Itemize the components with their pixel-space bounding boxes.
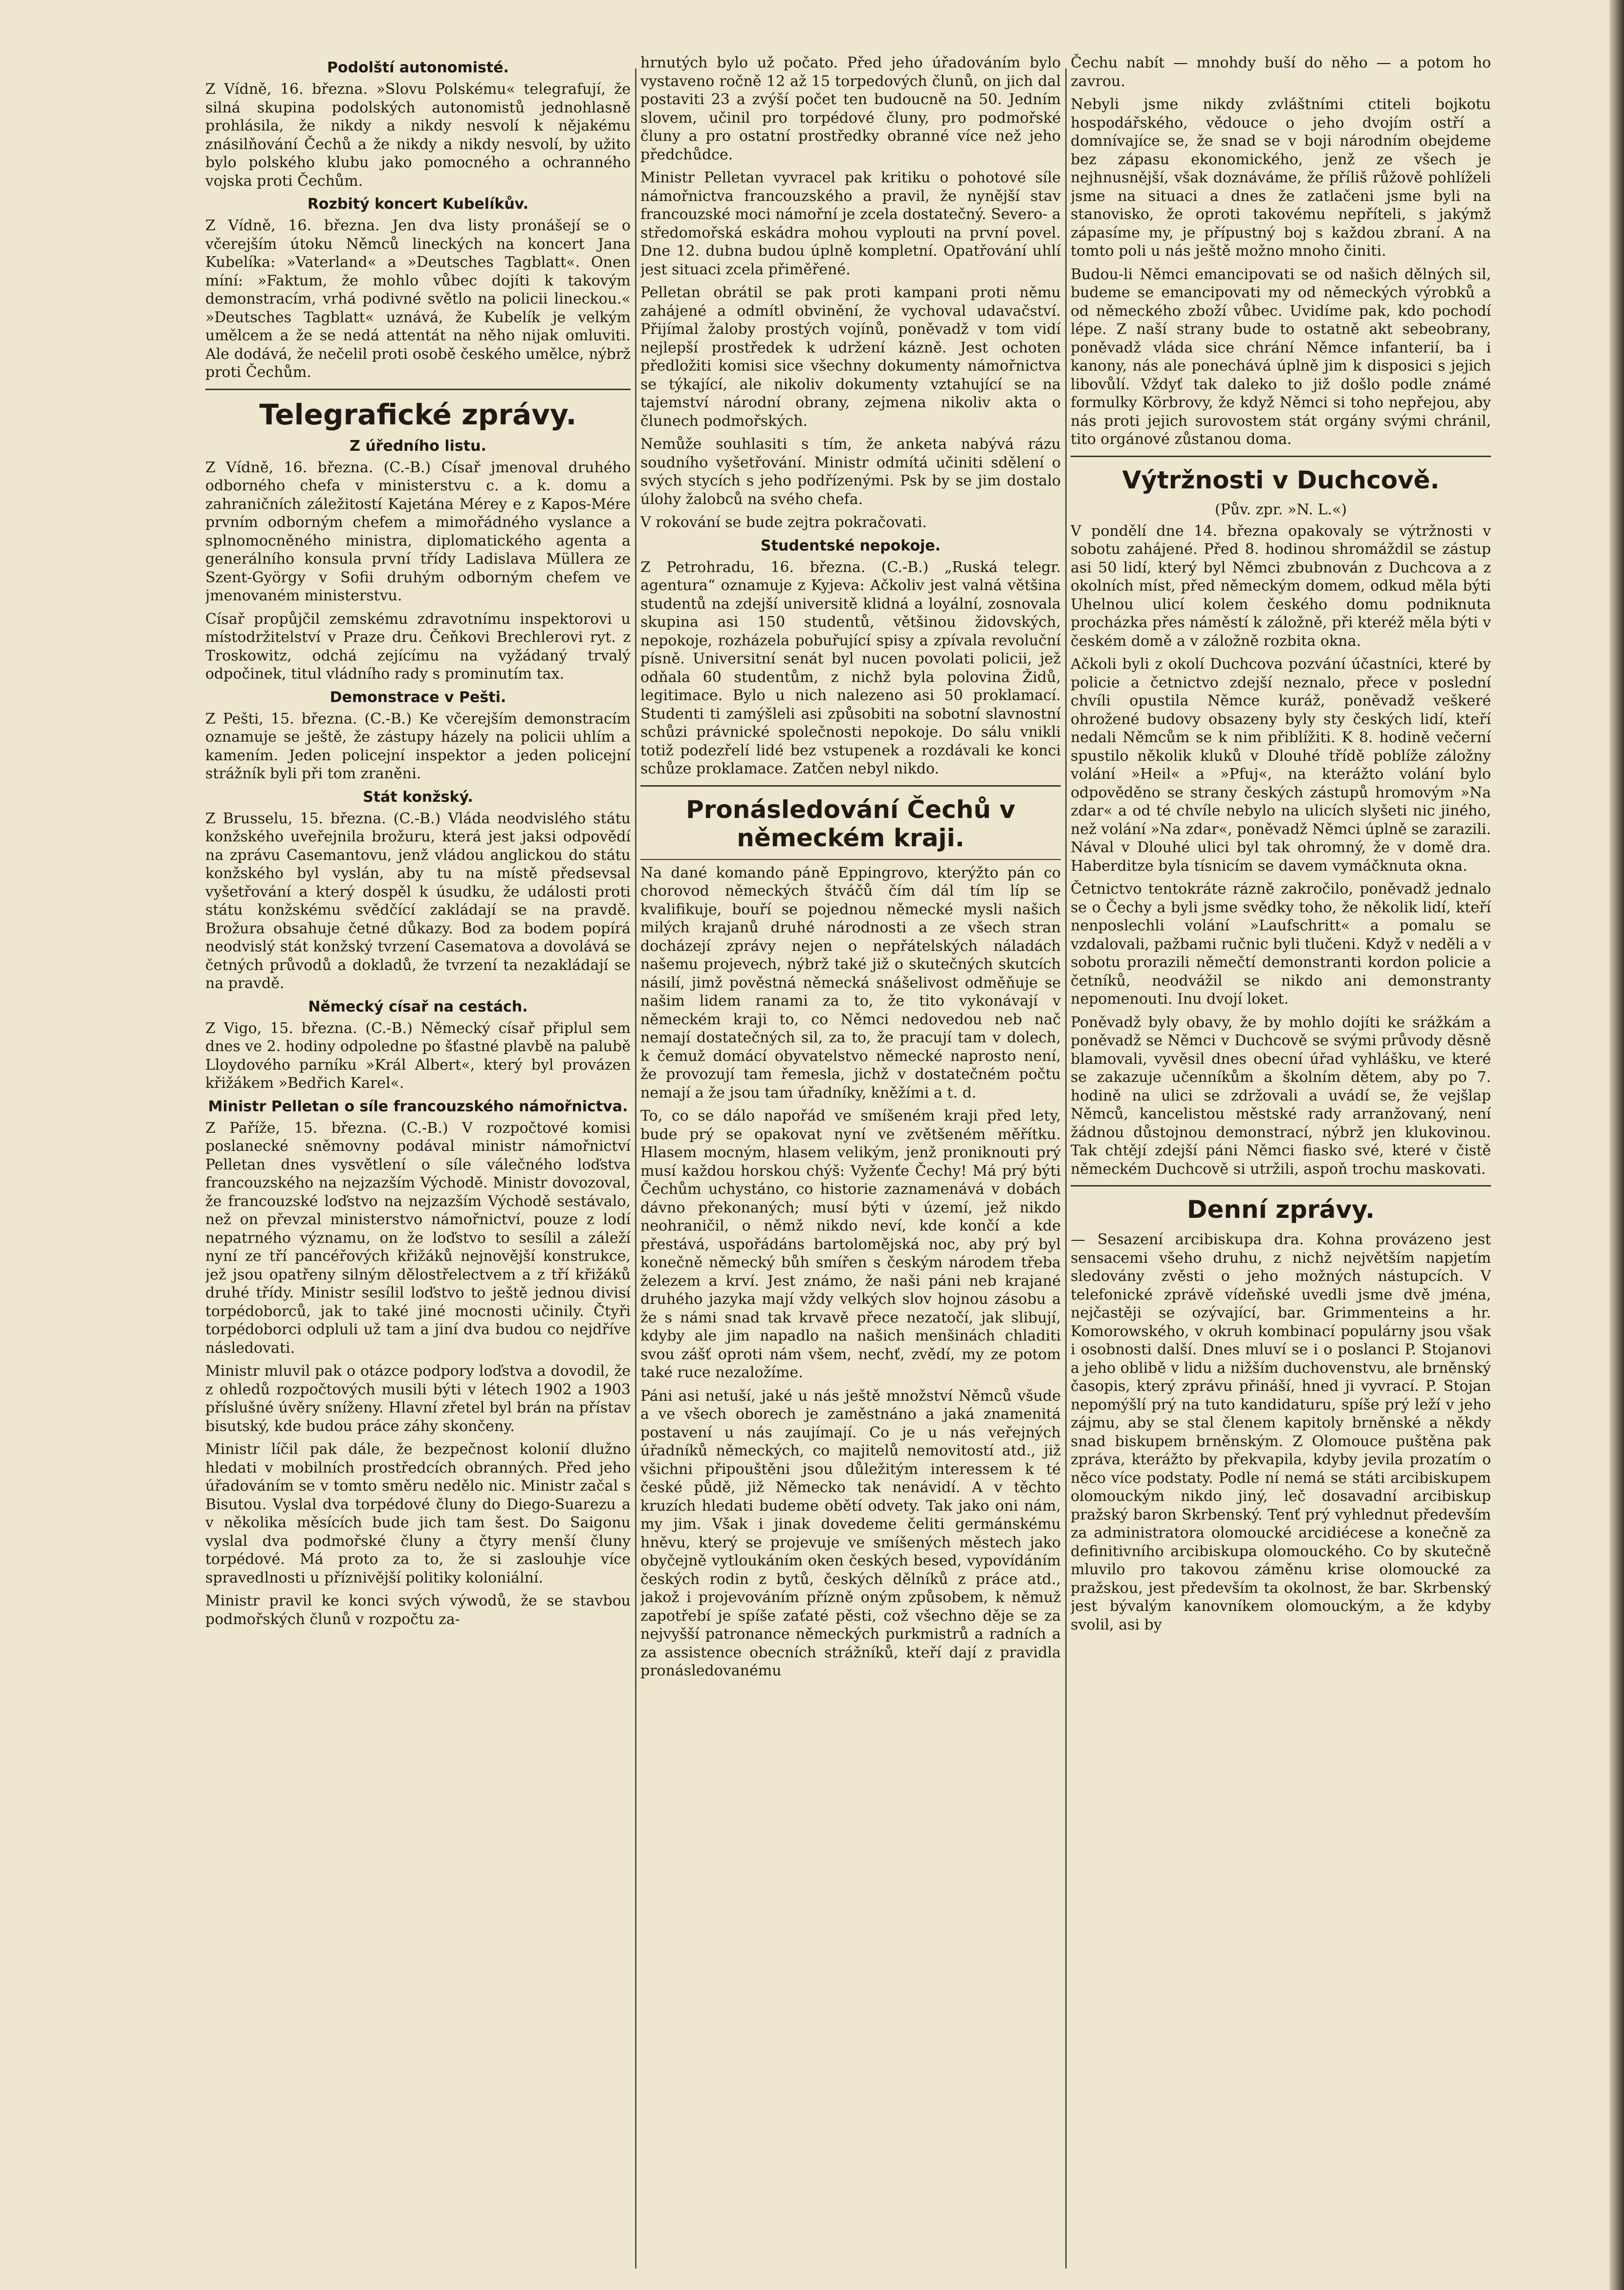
article-cisar: Z Vigo, 15. března. (C.-B.) Německý císař připlul sem dnes ve 2. hodiny odpoledne po šťastné plavbě na palubě Lloydového parníku »Král Albert«, který byl provázen křižákem »Bedřich Karel«. xyxy=(205,1019,631,1092)
article-denni: — Sesazení arcibiskupa dra. Kohna provázeno jest sensacemi všeho druhu, z nichž největším napjetím sledovány zvěsti o jeho možných nástupcích. V telefonické zprávě vídeňské uvedli jsme dvě jména, nejčastěji se ozývající, bar. Grimmenteins a hr. Komorowského, v okruh kombinací populárny jsou však i osobnosti další. Dnes mluví se i o poslanci P. Stojanovi a jeho oblibě v lidu a nižším duchovenstvu, ale brněnský časopis, který zprávu přináší, hned ji vyvrací. P. Stojan nepomýšlí prý na tuto kandidaturu, spíše prý leží v jeho zájmu, aby se stal členem kapitoly brněnské a někdy snad biskupem brněnským. Z Olomouce puštěna pak zpráva, kterážto by překvapila, kdyby jevila prozatím o něco více podstaty. Podle ní nemá se státi arcibiskupem olomouckým nikdo jiný, leč dosavadní arcibiskup pražský baron Skrbenský. Tenť prý vyhlednut především za administratora olomoucké arcidiécese a konečně za definitivního arcibiskupa olomouckého. Co by skutečně mluvilo pro takovou záměnu krise olomoucké za pražskou, jest především ta okolnost, že bar. Skrbenský jest bývalým kanovníkem olomouckým, a že kdyby svolil, asi by xyxy=(1071,1231,1491,1633)
article-vytrznosti-4: Poněvadž byly obavy, že by mohlo dojíti ke srážkám a poněvadž se Němci v Duchcově se svými průvody děsně blamovali, vyvěsil dnes obecní úřad vyhlášku, ve které se zakazuje učenníkům a školním dětem, aby po 7. hodině na ulici se zdržovali a uvádí se, že vejšlap Němců, kancelistou městské rady arranžovaný, není žádnou důstojnou demonstrací, nýbrž jen klukovinou. Tak chtějí zdejší páni Němci fiasko své, které v čistě německém Duchcově si utržili, aspoň trochu maskovati. xyxy=(1071,1013,1491,1178)
column-rule-2 xyxy=(1065,68,1067,2268)
section-title-denni: Denní zprávy. xyxy=(1186,1195,1375,1224)
article-vytrznosti-2: Ačkoli byli z okolí Duchcova pozvání účastníci, které by policie a četnictvo zdejší neznalo, přece v poslední chvíli opustila Němce kuráž, poněvadž veškeré ohrožené budovy obsazeny byly sty českých lidí, kteří nedali Němcům se k nim přiblížiti. K 8. hodině večerní spustilo několik kluků v Dlouhé třídě poblíže záložny volání »Heil« a »Pfuj«, na kterážto volání bylo odpověděno se strany českých zástupů hromovým »Na zdar« a od té chvíle nebylo na ulicích slyšeti nic jiného, než volání »Na zdar«, poněvadž Němci úplně se zarazili. Nával v Dlouhé ulici byl tak ohromný, že v domě dra. Haberditze byla tísnicím se davem vymáčknuta okna. xyxy=(1071,656,1491,875)
article-konzsky: Z Brusselu, 15. března. (C.-B.) Vláda neodvislého státu konžského uveřejnila brožuru, která jest jaksi odpovědí na zprávu Casemantovu, jenž vládou anglickou do státu konžského byl vyslán, aby tu na místě předsevsal vyšetřování a který dospěl k úsudku, že události proti státu konžskému svědčící zakládají se na pravdě. Brožura obsahuje četné důkazy. Bod za bodem popírá neodvislý stát konžský tvrzení Casematova a dovolává se četných průvodů a dokladů, že tvrzení ta nezakládají se na pravdě. xyxy=(205,810,631,992)
section-rule xyxy=(205,389,631,390)
article-pronasledovani-2: To, co se dálo napořád ve smíšeném kraji před lety, bude prý se opakovat nyní ve zvětšeném měřítku. Hlasem mocným, hlasem velikým, jenž proniknouti prý musí každou horskou chýš: Vyženťe Čechy! Má prý býti Čechům uchystáno, co historie zaznamenává v dobách dávno překonaných; musí býti v území, jež nikdo neohraničil, o němž nikdo neví, kde končí a kde přestává, uspořádáns bartolomějská noc, aby prý byl konečně německý bůh smířen s českým národem třeba železem a krví. Jest známo, že naši páni neb krajané druhého jazyka mají vždy velkých slov hojnou zásobu a že s námi snad tak krvavě přece nezatočí, jak slibují, kdyby ale jim napadlo na našich menšinách chladiti svou zášť oproti nám všem, nechť, zvědí, my ze potom také ruce nezaložíme. xyxy=(640,1107,1061,1381)
article-pronasledovani-6: Budou-li Němci emancipovati se od našich dělných sil, budeme se emancipovati my od německých výrobků a od německého zboží vůbec. Uvidíme pak, kdo pochodí lépe. Z naší strany bude to ostatně akt sebeobrany, poněvadž vláda sice chrání Němce infanterií, ba i kanony, nás ale ponechává úplně jim k disposici s jejich libovůlí. Vždyť tak daleko to již došlo podle známé formulky Körbrovy, že když Němci si toho nepřejou, aby nás proti jejich surovostem stát orgány svými chránil, tito orgánové zůstanou doma. xyxy=(1071,265,1491,448)
article-vytrznosti-3: Četnictvo tentokráte rázně zakročilo, poněvadž jednalo se o Čechy a byli jsme svědky toho, že několik lidí, kteří nenposlechli volání »Laufschritt« a pomalu se vzdalovali, pažbami ručnic byli tlučeni. Když v neděli a v sobotu prorazili němečtí demonstranti kordon policie a četníků, neodvážil se nikdo ani demonstranty nepomenouti. Inu dvojí loket. xyxy=(1071,881,1491,1008)
heading-podolsti: Podolští autonomisté. xyxy=(327,59,509,76)
article-pelletan-7: Pelletan obrátil se pak proti kampani proti němu zahájené a odmítl obvinění, že vychoval udavačství. Přijímal žaloby prostých vojínů, poněvadž v tom vidí nejlepší prostředek k udržení kázně. Jest ochoten předložiti komisi sice všechny dokumenty námořnictva se týkající, ale nikoliv dokumenty vztahující se na tajemství národní obrany, zejmena nikoliv akta o člunech podmořských. xyxy=(640,284,1061,430)
section-title-vytrznosti: Výtržnosti v Duchcově. xyxy=(1122,465,1440,494)
section-rule xyxy=(640,785,1061,787)
section-title-telegraficke: Telegrafické zprávy. xyxy=(259,397,577,431)
column-2 xyxy=(640,54,1061,2283)
article-pronasledovani-1: Na dané komando páně Eppingrovo, kterýžto pán co chorovod německých štváčů čím dál tím líp se kvalifikuje, bouří se pojednou německé mysli našich milých krajanů druhé národnosti a ze všech stran docházejí zprávy nejen o nepřátelských náladách našemu projevech, nýbrž také již o skutečných skutcích násilí, jimž pověstná německá snášelivost odměňuje se našim lidem ranami za to, že tito vykonávají v německém kraji to, co Němci nedovedou neb nač nemají dostatečných sil, za to, že pracují tam v dolech, k čemuž domácí obyvatelstvo německé naprosto není, že provozují tam řemesla, jichž v dostatečném počtu nemají a že jsou tam úřadníky, kněžími a t. d. xyxy=(640,864,1061,1101)
byline-vytrznosti: (Pův. zpr. »N. L.«) xyxy=(1214,501,1347,518)
section-title-pronasledovani: Pronásledování Čechů v německém kraji. xyxy=(686,795,1015,852)
column-1 xyxy=(205,54,631,2283)
article-pelletan-1: Z Paříže, 15. března. (C.-B.) V rozpočtové komisi poslanecké sněmovny podával ministr námořnictví Pelletan dnes vysvětlení o síle válečného loďstva francouzského na nejzazším Východě. Ministr dovozoval, že francouzské loďstvo na nejzazším Východě sestávalo, než on převzal ministerstvo námořnictví, pouze z lodí nepatrného významu, on že loďstvo to sesílil a záleží nyní ze tří pancéřových křižáků nejnovější konstrukce, jež jsou opatřeny silným dělostřelectvem a z tří křižáků druhé třídy. Ministr sesílil loďstvo to ještě jednou divisí torpédoborců, jak to také jiné mocnosti učinily. Čtyři torpédoborci odpluli už tam a jiní dva budou co nejdříve následovati. xyxy=(205,1119,631,1357)
column-rule-1 xyxy=(635,68,636,2268)
article-koncert: Z Vídně, 16. března. Jen dva listy pronášejí se o včerejším útoku Němců lineckých na koncert Jana Kubelíka: »Vaterland« a »Deutsches Tagblatt«. Onen míní: »Faktum, že mohlo vůbec dojíti k takovým demonstracím, vrhá podivné světlo na policii lineckou.« »Deutsches Tagblatt« uznává, že Kubelík je velkým umělcem a že se nedá attentát na něho nijak omluviti. Ale dodává, že nečelil proti osobě českého umělce, nýbrž proti Čechům. xyxy=(205,217,631,381)
article-nepokoje: Z Petrohradu, 16. března. (C.-B.) „Ruská telegr. agentura“ oznamuje z Kyjeva: Ačkoliv jest valná většina studentů na zdejší universitě klidná a loyální, zosnovala skupina asi 150 studentů, většinou židovských, nepokoje, rozházela pobuřující spisy a zpívala revoluční písně. Universitní senát byl nucen povolati policii, jež odňala 60 studentům, z nichž byla polovina Židů, legitimace. Bylo u nich nalezeno asi 50 proklamací. Studenti ti zamýšleli asi způsobiti na sobotní slavnostní schůzi právnické společnosti nepokoje. Do sálu vnikli totiž podezřelí lidé bez vstupenek a rozdávali ke konci schůze proklamace. Zatčen nebyl nikdo. xyxy=(640,558,1061,777)
heading-koncert: Rozbitý koncert Kubelíkův. xyxy=(307,196,529,213)
heading-nepokoje: Studentské nepokoje. xyxy=(760,537,941,554)
article-podolsti: Z Vídně, 16. března. »Slovu Polskému« telegrafují, že silná skupina podolských autonomistů jednohlasně prohlásila, že nikdy a nikdy nesvolí k nějakému znásilňování Čechů a že nikdy a nikdy nesvolí, by užito bylo polského klubu jako pomocného a ochranného vojska proti Čechům. xyxy=(205,81,631,190)
article-pelletan-8: Nemůže souhlasiti s tím, že anketa nabývá rázu soudního vyšetřování. Ministr odmítá učiniti sdělení o svých stycích s jeho podřízenými. Psk by se jim dostalo úlohy žalobců na svého chefa. xyxy=(640,436,1061,508)
heading-cisar: Německý císař na cestách. xyxy=(308,998,528,1015)
article-pelletan-9: V rokování se bude zejtra pokračovati. xyxy=(640,514,927,531)
article-pronasledovani-3: Páni asi netuší, jaké u nás ještě množství Němců všude a ve všech oborech je zaměstnáno a jaká znamenitá postavení u nás zaujímají. Co je u nás veřejných úřadníků německých, co majitelů nemovitostí atd., již všichni připouštěni jsou důležitým interessem k té české půdě, již Německo tak nenávidí. A v těchto kruzích hledati budeme obětí odvety. Tak jako oni nám, my jim. Však i jinak dovedeme čeliti germánskému hněvu, který se projevuje ve smíšených městech jako obyčejně vytloukáním oken českých besed, vypovídáním českých rodin z bytů, českých dělníků z práce atd., jakož i projevováním přízně oným způsobem, k němuž zapotřebí je spíše zaťaté pěsti, což všechno děje se za nejvyšší patronance německých purkmistrů a radních a za assistence obecních strážníků, kteří dají z pravidla pronásledovanému xyxy=(640,1387,1061,1679)
section-rule xyxy=(1071,1185,1491,1187)
section-rule xyxy=(1071,456,1491,457)
article-pelletan-3: Ministr líčil pak dále, že bezpečnost kolonií dlužno hledati v mobilních prostředcích obranných. Před jeho úřadováním se v tomto směru nedělo nic. Ministr začal s Bisutou. Vyslal dva torpédové čluny do Diego-Suarezu a v několika měsících bude jich tam šest. Do Saigonu vyslal dva podmořské čluny a čtyry menší čluny torpédové. Má proto za to, že si zaslouhje více spravedlnosti u příznivější politiky koloniální. xyxy=(205,1441,631,1586)
heading-uradniho: Z úředního listu. xyxy=(350,437,486,455)
heading-pelletan: Ministr Pelletan o síle francouzského námořnictva. xyxy=(208,1098,628,1115)
section-rule xyxy=(640,859,1061,860)
article-pronasledovani-4: Čechu nabít — mnohdy buší do něho — a potom ho zavrou. xyxy=(1071,54,1491,90)
article-pelletan-4: Ministr pravil ke konci svých výwodů, že se stavbou podmořských člunů v rozpočtu za- xyxy=(205,1592,631,1628)
column-3 xyxy=(1071,54,1491,2283)
heading-pesti: Demonstrace v Pešti. xyxy=(329,688,506,706)
article-pesti: Z Pešti, 15. března. (C.-B.) Ke včerejším demonstracím oznamuje se ještě, že zástupy házely na policii uhlím a kamením. Jeden policejní inspektor a jeden policejní strážník byli při tom zraněni. xyxy=(205,710,631,782)
article-uradniho-2: Císař propůjčil zemskému zdravotnímu inspektorovi u místodržitelství v Praze dru. Čeňkovi Brechlerovi ryt. z Troskowitz, odchá zejícímu na vyžádaný trvalý odpočinek, titul vládního rady s prominutím tax. xyxy=(205,610,631,683)
article-pelletan-2: Ministr mluvil pak o otázce podpory loďstva a dovodil, že z ohledů rozpočtových musili býti v létech 1902 a 1903 příslušné úvěry sníženy. Hlavní zřetel byl brán na přístav bisutský, kde budou práce záhy skončeny. xyxy=(205,1363,631,1435)
article-pelletan-5: hrnutých bylo už počato. Před jeho úřadováním bylo vystaveno ročně 12 až 15 torpedových člunů, on jich dal postaviti 23 a zvýší počet ten budoucně na 50. Jedním slovem, učinil pro torpédové čluny, pro podmořské čluny a pro ostatní prostředky obranné více než jeho předchůdce. xyxy=(640,54,1061,163)
article-uradniho-1: Z Vídně, 16. března. (C.-B.) Císař jmenoval druhého odborného chefa v ministerstvu c. a k. domu a zahraničních záležitostí Kajetána Mérey e z Kapos-Mére prvním odborným chefem a mimořádného vyslance a splnomocněného ministra, diplomatického agenta a generálního konsula první třídy Ladislava Müllera ze Szent-György v Sofii druhým odborným chefem ve jmenovaném ministerstvu. xyxy=(205,459,631,604)
heading-konzsky: Stát konžský. xyxy=(363,788,473,806)
article-pronasledovani-5: Nebyli jsme nikdy zvláštními ctiteli bojkotu hospodářského, vědouce o jeho dvojím ostří a domnívajíce se, že snad se v boji národním obejdeme bez zápasu ekonomického, jenž ze všech je nejhnusnější, však doznáváme, že příliš růžově pohlíželi jsme na situaci a dnes že zatlačeni jsme byli na stanovisko, že oproti takovému nepříteli, s jakýmž zápasíme my, je přípustný boj s každou zbraní. A na tomto poli u nás ještě možno mnoho činiti. xyxy=(1071,96,1491,260)
article-vytrznosti-1: V pondělí dne 14. března opakovaly se výtržnosti v sobotu zahájené. Před 8. hodinou shromáždil se zástup asi 50 lidí, který byl Němci zbubnován z Duchcova a z okolních míst, před německým domem, odkud měla býti Uhelnou ulicí kolem českého domu podniknuta procházka přes náměstí k záložně, při kteréž měla býti v českém domě a v záložně rozbita okna. xyxy=(1071,522,1491,650)
article-pelletan-6: Ministr Pelletan vyvracel pak kritiku o pohotové síle námořnictva francouzského a pravil, že nynější stav francouzské moci námořní je zcela dostatečný. Severo- a středomořská eskádra mohou vyplouti na první povel. Dne 12. dubna budou úplně kompletní. Opatřování uhlí jest situaci zcela přiměřené. xyxy=(640,169,1061,278)
page-edge-shadow xyxy=(1609,0,1624,2290)
